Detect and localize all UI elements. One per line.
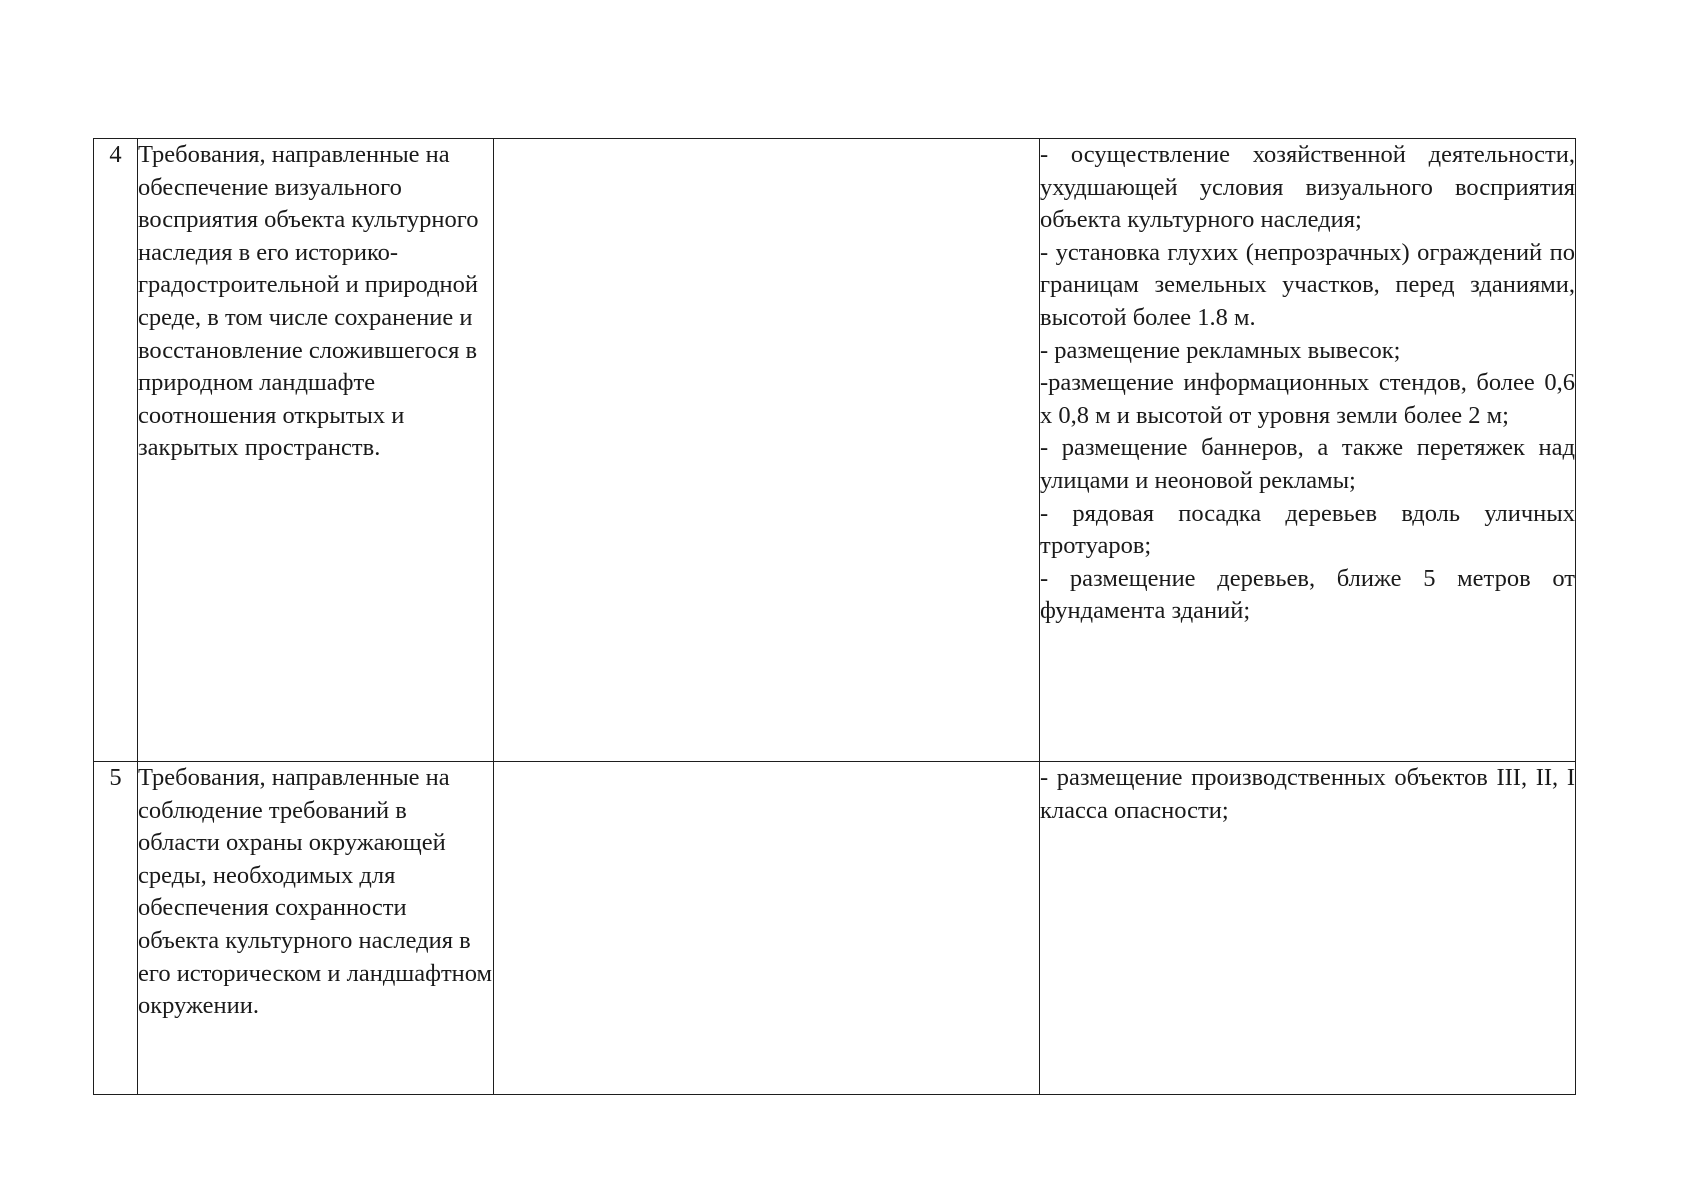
restriction-item: - размещение баннеров, а также перетяжек над улицами и неоновой рекламы;	[1040, 434, 1575, 494]
middle-cell	[494, 762, 1040, 1095]
restriction-item: - размещение деревьев, ближе 5 метров от фундамента зданий;	[1040, 564, 1575, 625]
restrictions-list	[1040, 762, 1575, 827]
restriction-item: -размещение информационных стендов, более 0,6 х 0,8 м и высотой от уровня земли более 2 м;	[1040, 369, 1575, 429]
restriction-item: - установка глухих (непрозрачных) ограждений по границам земельных участков, перед зданиями, высотой более 1.8 м.	[1040, 238, 1575, 331]
requirement-text: Требования, направленные на соблюдение требований в области охраны окружающей среды, необходимых для обеспечения сохранности объекта культурного наследия в его историческом и ландшафтном окружении.	[138, 762, 494, 1095]
requirements-table	[93, 138, 1576, 1095]
restrictions-list	[1040, 139, 1575, 628]
requirement-text: Требования, направленные на обеспечение визуального восприятия объекта культурного наследия в его историко-градостроительной и природной среде, в том числе сохранение и восстановление сложившегося в природном ландшафте соотношения открытых и закрытых пространств.	[138, 139, 494, 762]
row-number: 5	[94, 762, 138, 1095]
table-row	[94, 762, 1576, 1095]
restriction-item: - осуществление хозяйственной деятельности, ухудшающей условия визуального восприятия объекта культурного наследия;	[1040, 141, 1575, 234]
table-row	[94, 139, 1576, 762]
restrictions-cell	[1040, 762, 1576, 1095]
restriction-item: - размещение производственных объектов III, II, I класса опасности;	[1040, 764, 1575, 824]
restriction-item: - размещение рекламных вывесок;	[1040, 336, 1401, 364]
row-number: 4	[94, 139, 138, 762]
middle-cell	[494, 139, 1040, 762]
restrictions-cell	[1040, 139, 1576, 762]
restriction-item: - рядовая посадка деревьев вдоль уличных тротуаров;	[1040, 499, 1575, 560]
